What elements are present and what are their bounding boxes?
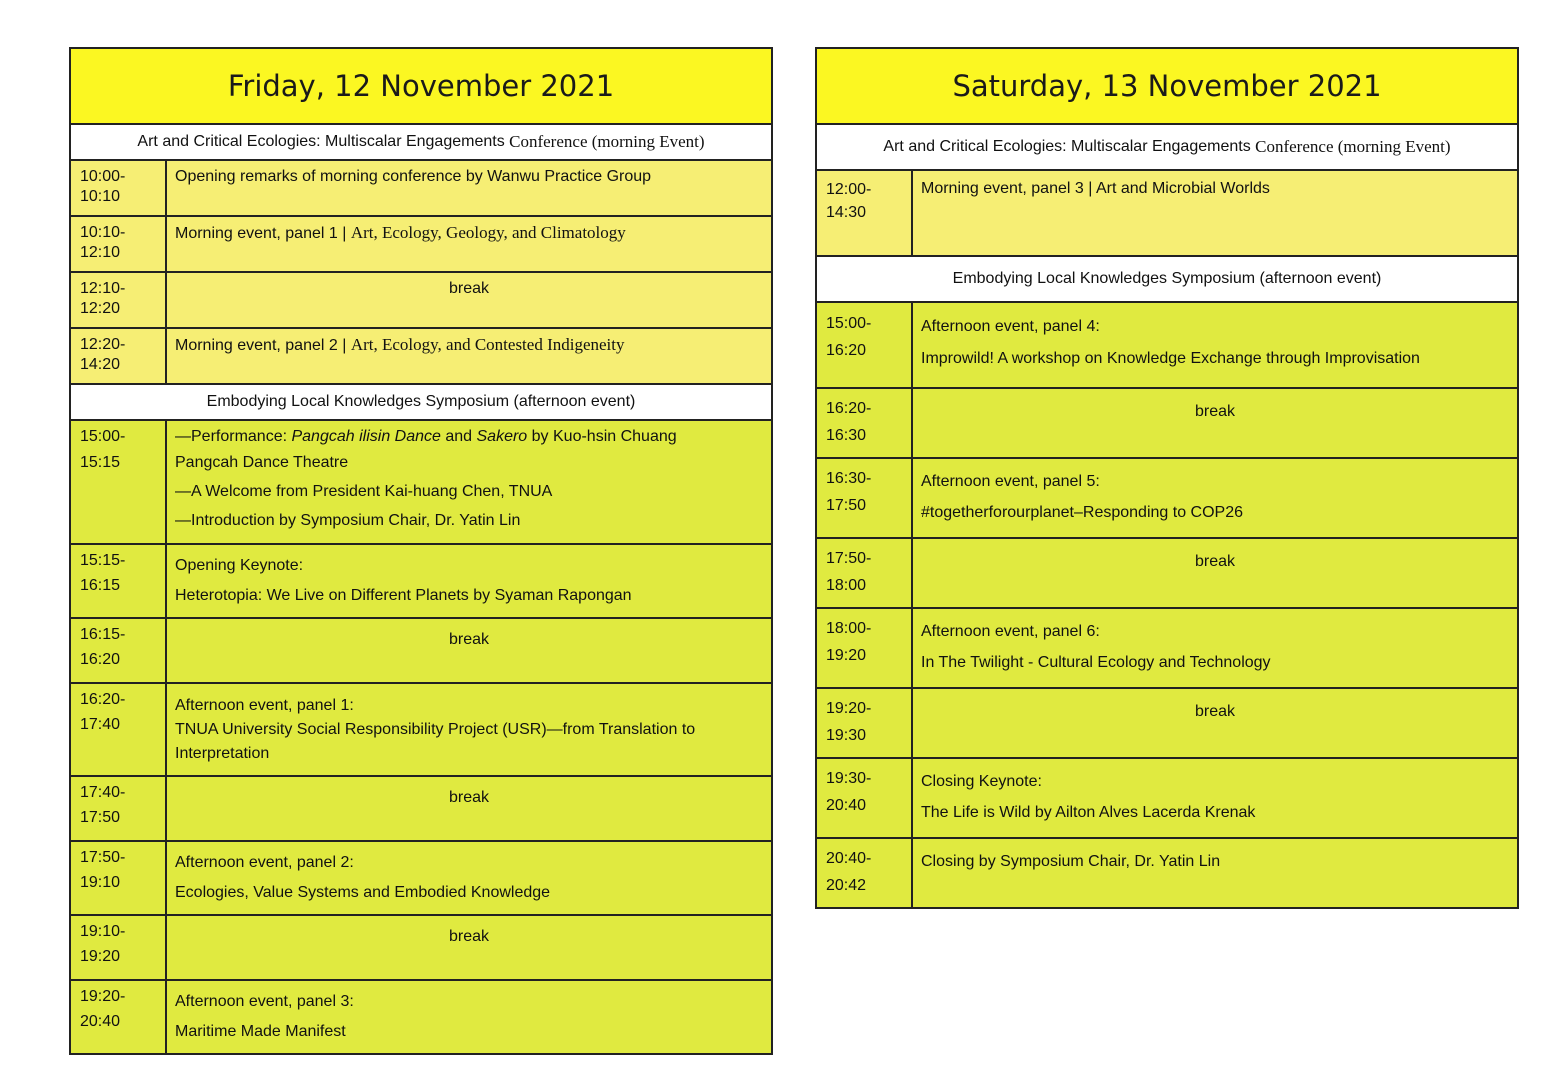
schedule-row [817,609,1519,689]
schedule-row [71,981,773,1055]
event-description: Closing Keynote: The Life is Wild by Ailton Alves Lacerda Krenak [913,759,1519,837]
saturday-morning-header-serif: Conference (morning Event) [1255,137,1451,156]
break-label: break [913,389,1519,457]
schedule-row-break [817,389,1519,459]
saturday-schedule [815,47,1519,909]
schedule-row [71,421,773,545]
schedule-row [817,171,1519,257]
time-slot: 16:20- 17:40 [71,684,167,775]
time-slot: 16:30- 17:50 [817,459,913,537]
friday-morning-header [71,125,773,161]
schedule-row-break [71,619,773,684]
schedule-row [71,217,773,273]
schedule-row-break [71,777,773,842]
time-slot: 19:20- 20:40 [71,981,167,1053]
time-slot: 15:00- 15:15 [71,421,167,543]
time-slot: 15:15- 16:15 [71,545,167,617]
event-description: Afternoon event, panel 4: Improwild! A workshop on Knowledge Exchange through Improvisation [913,303,1519,387]
time-slot: 17:50- 19:10 [71,842,167,914]
saturday-morning-header-sans: Art and Critical Ecologies: Multiscalar Engagements [883,138,1256,155]
time-slot: 20:40- 20:42 [817,839,913,907]
event-description: Morning event, panel 1 | Art, Ecology, Geology, and Climatology [167,217,773,271]
schedule-row [817,759,1519,839]
friday-morning-header-serif: Conference (morning Event) [509,132,705,151]
event-description: Opening Keynote: Heterotopia: We Live on Different Planets by Syaman Rapongan [167,545,773,617]
schedule-row [817,459,1519,539]
time-slot: 12:10- 12:20 [71,273,167,327]
event-description: Afternoon event, panel 6: In The Twilight - Cultural Ecology and Technology [913,609,1519,687]
event-description: Afternoon event, panel 2: Ecologies, Value Systems and Embodied Knowledge [167,842,773,914]
event-description: Afternoon event, panel 5: #togetherforourplanet–Responding to COP26 [913,459,1519,537]
time-slot: 10:00- 10:10 [71,161,167,215]
event-description: Morning event, panel 3 | Art and Microbial Worlds [913,171,1519,255]
time-slot: 17:40- 17:50 [71,777,167,840]
event-description: —Performance: Pangcah ilisin Dance and Sakero by Kuo-hsin Chuang Pangcah Dance Theatre —A Welcome from President Kai-huang Chen, TNUA —Introduction by Symposium Chair, Dr. Yatin Lin [167,421,773,543]
schedule-row [71,329,773,385]
time-slot: 19:10- 19:20 [71,916,167,979]
break-label: break [167,273,773,327]
break-label: break [167,916,773,979]
break-label: break [913,689,1519,757]
time-slot: 17:50- 18:00 [817,539,913,607]
time-slot: 19:30- 20:40 [817,759,913,837]
event-description: Opening remarks of morning conference by Wanwu Practice Group [167,161,773,215]
friday-title: Friday, 12 November 2021 [71,49,773,125]
break-label: break [913,539,1519,607]
saturday-afternoon-header: Embodying Local Knowledges Symposium (afternoon event) [817,257,1519,303]
event-description: Morning event, panel 2 | Art, Ecology, and Contested Indigeneity [167,329,773,383]
friday-morning-header-sans: Art and Critical Ecologies: Multiscalar Engagements [137,133,510,150]
schedule-row [817,303,1519,389]
schedule-row [817,839,1519,909]
schedule-row [71,161,773,217]
friday-afternoon-header: Embodying Local Knowledges Symposium (afternoon event) [71,385,773,421]
time-slot: 19:20- 19:30 [817,689,913,757]
time-slot: 18:00- 19:20 [817,609,913,687]
saturday-title: Saturday, 13 November 2021 [817,49,1519,125]
saturday-morning-header [817,125,1519,171]
break-label: break [167,777,773,840]
time-slot: 12:20- 14:20 [71,329,167,383]
event-description: Afternoon event, panel 1: TNUA University Social Responsibility Project (USR)—from Translation to Interpretation [167,684,773,775]
time-slot: 10:10- 12:10 [71,217,167,271]
schedule-row [71,545,773,619]
schedule-row [71,684,773,777]
break-label: break [167,619,773,682]
friday-schedule [69,47,773,1055]
schedule-row [71,842,773,916]
schedule-row-break [71,273,773,329]
time-slot: 16:20- 16:30 [817,389,913,457]
schedule-row-break [817,539,1519,609]
event-description: Afternoon event, panel 3: Maritime Made Manifest [167,981,773,1053]
schedule-row-break [817,689,1519,759]
time-slot: 16:15- 16:20 [71,619,167,682]
schedule-row-break [71,916,773,981]
time-slot: 15:00- 16:20 [817,303,913,387]
event-description: Closing by Symposium Chair, Dr. Yatin Lin [913,839,1519,907]
time-slot: 12:00- 14:30 [817,171,913,255]
